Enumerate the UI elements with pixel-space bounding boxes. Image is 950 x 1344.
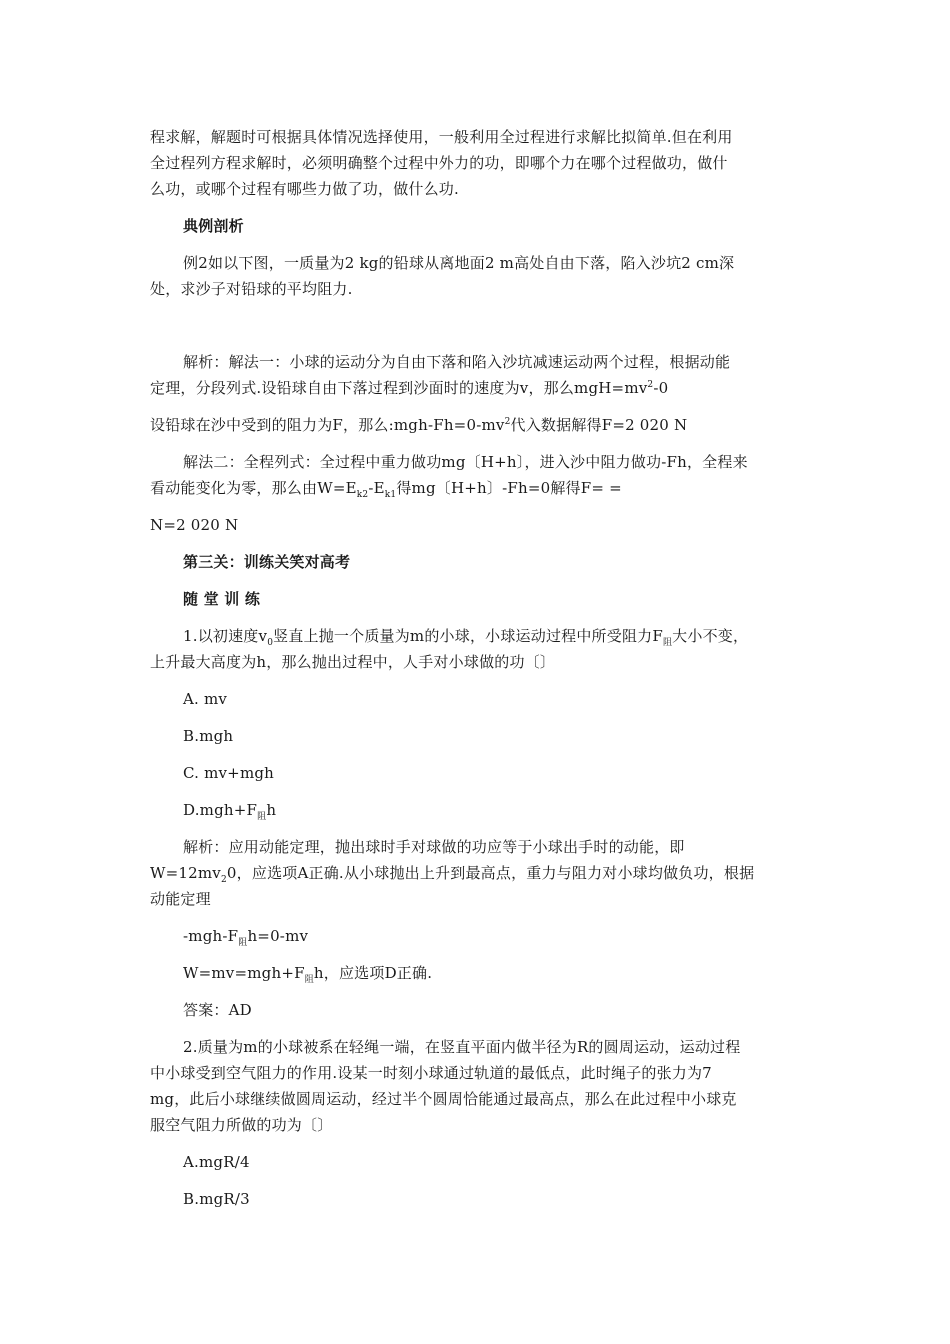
q2-option-b: B.mgR/3 [183, 1190, 250, 1208]
q1-option-c: C. mv+mgh [183, 764, 275, 782]
q1-line-1: 1.以初速度$v_0$竖直上抛一个质量为m的小球，小球运动过程中所受阻力$F_阻$大小不变， [183, 627, 749, 648]
q2-line-2: 中小球受到空气阻力的作用.设某一时刻小球通过轨道的最低点，此时绳子的张力为7 [150, 1064, 712, 1082]
intro-line-3: 么功，或哪个过程有哪些力做了功，做什么功. [150, 180, 459, 198]
solution-1-line-1: 解析：解法一：小球的运动分为自由下落和陷入沙坑减速运动两个过程，根据动能 [183, 353, 731, 371]
q1-option-d: $D.mgh+F_阻h$ [183, 801, 277, 822]
intro-line-2: 全过程列方程求解时，必须明确整个过程中外力的功，即哪个力在哪个过程做功，做什 [150, 154, 728, 172]
solution-2-line-3: N=2 020 N [150, 516, 239, 534]
example-question-line-2: 处，求沙子对铅球的平均阻力. [150, 280, 353, 298]
solution-2-line-2: 看动能变化为零，那么由$W=E_{k2}-E_{k1}$得mg〔H+h〕-Fh=0解得F= = [150, 479, 622, 500]
q2-line-1: 2.质量为m的小球被系在轻绳一端，在竖直平面内做半径为R的圆周运动，运动过程 [183, 1038, 741, 1056]
solution-1-line-2: 定理，分段列式.设铅球自由下落过程到沙面时的速度为v，那么$mgH=mv^2-0$ [150, 379, 669, 397]
section-3-heading: 第三关：训练关笑对高考 [183, 553, 351, 571]
example-heading: 典例剖析 [183, 217, 244, 235]
q1-line-2: 上升最大高度为h，那么抛出过程中，人手对小球做的功〔〕 [150, 653, 556, 671]
q1-analysis-line-2: $W=12mv_20$，应选项A正确.从小球抛出上升到最高点，重力与阻力对小球均做负功，根据 [150, 864, 755, 885]
q1-equation-1: $-mgh-F_阻h=0-mv$ [183, 927, 309, 948]
q1-analysis-line-1: 解析：应用动能定理，抛出球时手对球做的功应等于小球出手时的动能，即 [183, 838, 685, 856]
q2-line-4: 服空气阻力所做的功为〔〕 [150, 1116, 333, 1134]
q1-equation-2: $W=mv=mgh+F_阻h$，应选项D正确. [183, 964, 433, 985]
q2-option-a: A.mgR/4 [183, 1153, 250, 1171]
q1-answer: 答案：AD [183, 1001, 252, 1019]
q2-line-3: mg，此后小球继续做圆周运动，经过半个圆周恰能通过最高点，那么在此过程中小球克 [150, 1090, 737, 1108]
example-question-line-1: 例2如以下图，一质量为2 kg的铅球从离地面2 m高处自由下落，陷入沙坑2 cm深 [183, 254, 735, 272]
q1-option-a: A. mv [183, 690, 228, 708]
q1-option-b: B.mgh [183, 727, 234, 745]
practice-subheading: 随 堂 训 练 [183, 590, 261, 608]
solution-1-line-3: 设铅球在沙中受到的阻力为F，那么$:mgh-Fh=0-mv^2$代入数据解得F=2 020 N [150, 416, 688, 434]
q1-analysis-line-3: 动能定理 [150, 890, 211, 908]
intro-line-1: 程求解，解题时可根据具体情况选择使用，一般利用全过程进行求解比拟简单.但在利用 [150, 128, 733, 146]
solution-2-line-1: 解法二：全程列式：全过程中重力做功mg〔H+h〕，进入沙中阻力做功-Fh，全程来 [183, 453, 748, 471]
